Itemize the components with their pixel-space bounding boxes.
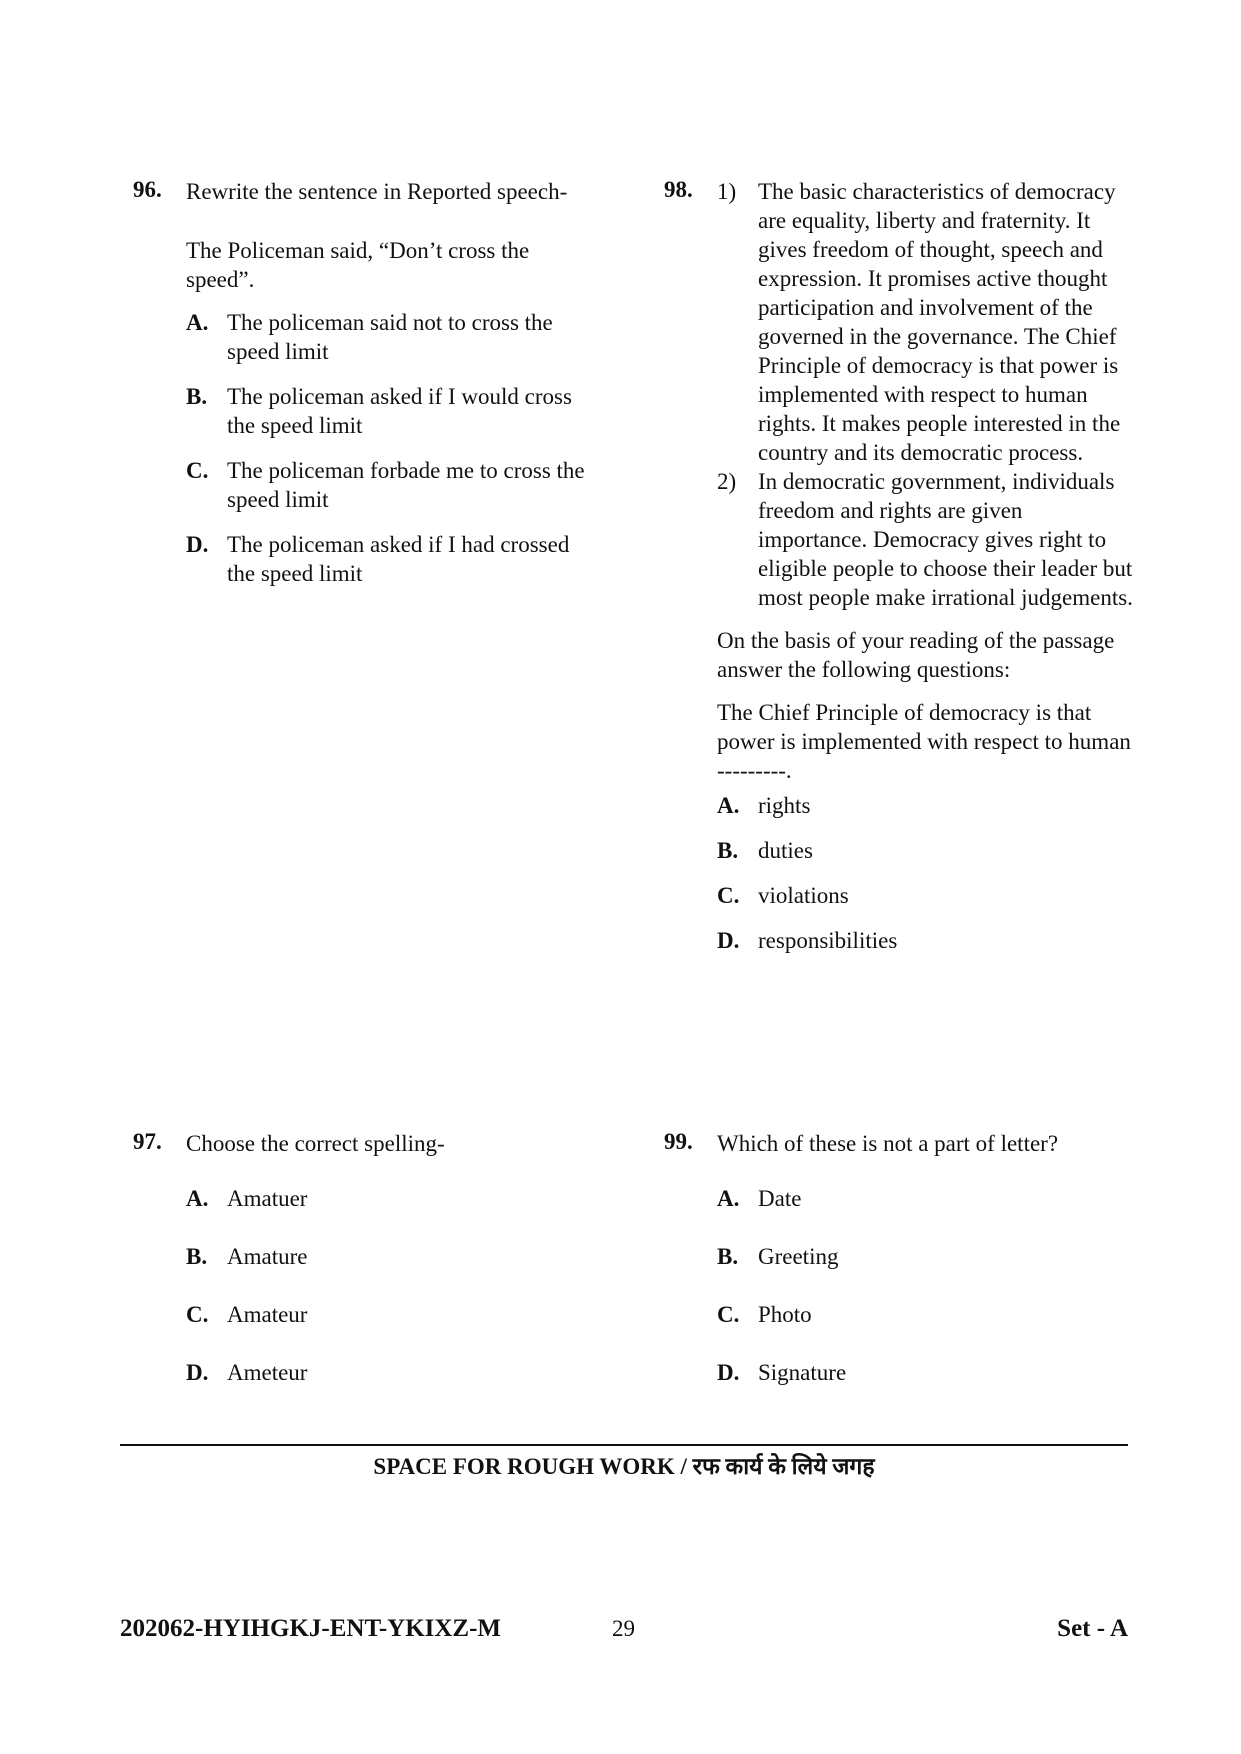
paper-code: 202062-HYIHGKJ-ENT-YKIXZ-M [120, 1615, 502, 1642]
option-letter: A. [717, 1186, 740, 1211]
option-letter: C. [717, 883, 740, 908]
option-text: Signature [758, 1360, 847, 1385]
option-letter: D. [186, 532, 209, 557]
option-d[interactable] [186, 1358, 593, 1387]
question-prompt: Choose the correct spelling- [186, 1131, 445, 1156]
question-96 [133, 177, 593, 604]
page-number: 29 [612, 1616, 635, 1641]
option-text: The policeman asked if I would cross the speed limit [227, 384, 572, 438]
option-d[interactable] [186, 530, 593, 588]
passage-point-2 [717, 467, 1134, 612]
option-text: rights [758, 793, 811, 818]
option-text: Greeting [758, 1244, 839, 1269]
option-b[interactable] [186, 1242, 593, 1271]
option-letter: B. [186, 1244, 208, 1269]
option-text: duties [758, 838, 813, 863]
option-letter: D. [717, 1360, 740, 1385]
option-letter: D. [186, 1360, 209, 1385]
option-text: Amatuer [227, 1186, 308, 1211]
option-text: The policeman forbade me to cross the speed limit [227, 458, 585, 512]
passage-point-1 [717, 177, 1134, 467]
option-d[interactable] [717, 1358, 1134, 1387]
option-text: The policeman asked if I had crossed the speed limit [227, 532, 570, 586]
question-98 [664, 177, 1134, 971]
option-letter: B. [717, 838, 739, 863]
question-number: 96. [133, 177, 162, 202]
option-d[interactable] [717, 926, 1134, 955]
question-body [186, 1129, 593, 1387]
passage-point-label: 1) [717, 179, 737, 204]
question-prompt: The Chief Principle of democracy is that power is implemented with respect to human ---------. [717, 700, 1131, 783]
passage-point-text: In democratic government, individuals freedom and rights are given importance. Democracy gives right to eligible people to choose their leader but most people make irrational judgements. [758, 469, 1133, 610]
option-text: Date [758, 1186, 802, 1211]
passage-point-label: 2) [717, 469, 737, 494]
option-text: responsibilities [758, 928, 898, 953]
question-number: 97. [133, 1129, 162, 1154]
option-letter: A. [186, 310, 209, 335]
option-text: Photo [758, 1302, 812, 1327]
option-text: The policeman said not to cross the speed limit [227, 310, 553, 364]
option-text: Ameteur [227, 1360, 308, 1385]
option-b[interactable] [186, 382, 593, 440]
option-text: Amature [227, 1244, 308, 1269]
question-body [186, 177, 593, 588]
option-letter: C. [717, 1302, 740, 1327]
option-c[interactable] [186, 456, 593, 514]
option-a[interactable] [717, 791, 1134, 820]
question-prompt: Rewrite the sentence in Reported speech- [186, 179, 568, 204]
option-letter: C. [186, 458, 209, 483]
question-sentence: The Policeman said, “Don’t cross the speed”. [186, 238, 530, 292]
option-letter: A. [186, 1186, 209, 1211]
rough-work-divider [120, 1444, 1128, 1446]
question-number: 98. [664, 177, 693, 202]
option-letter: B. [186, 384, 208, 409]
option-c[interactable] [186, 1300, 593, 1329]
option-a[interactable] [186, 1184, 593, 1213]
option-letter: C. [186, 1302, 209, 1327]
question-99 [664, 1129, 1134, 1387]
option-b[interactable] [717, 836, 1134, 865]
question-body [717, 177, 1134, 955]
question-number: 99. [664, 1129, 693, 1154]
option-text: Amateur [227, 1302, 308, 1327]
option-a[interactable] [717, 1184, 1134, 1213]
rough-work-label: SPACE FOR ROUGH WORK / रफ कार्य के लिये जगह [373, 1454, 875, 1479]
passage-point-text: The basic characteristics of democracy are equality, liberty and fraternity. It gives freedom of thought, speech and expression. It promises active thought participation and involvement of the governed in the governance. The Chief Principle of democracy is that power is implemented with respect to human rights. It makes people interested in the country and its democratic process. [758, 179, 1121, 465]
set-label: Set - A [1057, 1615, 1128, 1642]
option-letter: A. [717, 793, 740, 818]
option-letter: B. [717, 1244, 739, 1269]
option-letter: D. [717, 928, 740, 953]
option-c[interactable] [717, 1300, 1134, 1329]
option-c[interactable] [717, 881, 1134, 910]
option-text: violations [758, 883, 849, 908]
question-body [717, 1129, 1134, 1387]
option-a[interactable] [186, 308, 593, 366]
option-b[interactable] [717, 1242, 1134, 1271]
question-instruction: On the basis of your reading of the passage answer the following questions: [717, 628, 1115, 682]
question-97 [133, 1129, 593, 1387]
question-prompt: Which of these is not a part of letter? [717, 1131, 1059, 1156]
